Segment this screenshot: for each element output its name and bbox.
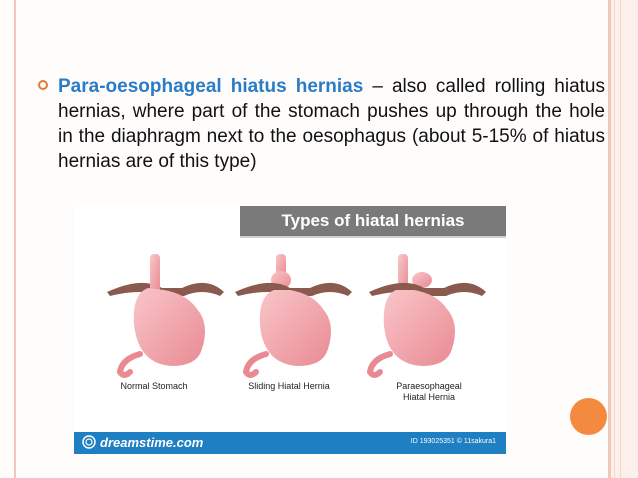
- caption-paraesophageal-hernia: [374, 381, 484, 403]
- figure-title-shadow: [240, 236, 506, 238]
- figure-title: Types of hiatal hernias: [240, 206, 506, 236]
- paraesophageal-hernia-stomach-icon: [369, 254, 486, 375]
- footer-brand: dreamstime.com: [100, 435, 204, 450]
- bullet-term: Para-oesophageal hiatus hernias: [58, 76, 364, 97]
- right-decorative-line-thin: [614, 0, 615, 478]
- caption-normal-stomach: Normal Stomach: [120, 381, 188, 391]
- left-decorative-line: [14, 0, 16, 478]
- watermark-footer-bar: [74, 432, 506, 454]
- spiral-logo-icon: [82, 435, 96, 449]
- right-decorative-line-thin-2: [620, 0, 621, 478]
- caption-paraesophageal-line2: Hiatal Hernia: [402, 392, 456, 402]
- right-decorative-band: [611, 0, 638, 478]
- footer-image-id: ID 193025351 © 11sakura1: [410, 438, 496, 445]
- right-decorative-line: [608, 0, 611, 478]
- caption-sliding-hernia: Sliding Hiatal Hernia: [248, 381, 330, 391]
- bullet-body: – also called rolling hiatus hernias, where part of the stomach pushes up through the hole in the diaphragm next to the oesophagus (about 5-15% of hiatus hernias are of this type): [58, 76, 606, 172]
- normal-stomach-icon: [107, 254, 224, 375]
- hiatal-hernia-figure: [74, 206, 506, 454]
- stomach-illustrations: [102, 254, 492, 384]
- bullet-text: [58, 74, 605, 174]
- sliding-hernia-stomach-icon: [235, 254, 352, 375]
- caption-paraesophageal-line1: Paraesophageal: [396, 381, 462, 391]
- ring-bullet-icon: [38, 80, 48, 90]
- orange-decorative-circle: [570, 398, 607, 435]
